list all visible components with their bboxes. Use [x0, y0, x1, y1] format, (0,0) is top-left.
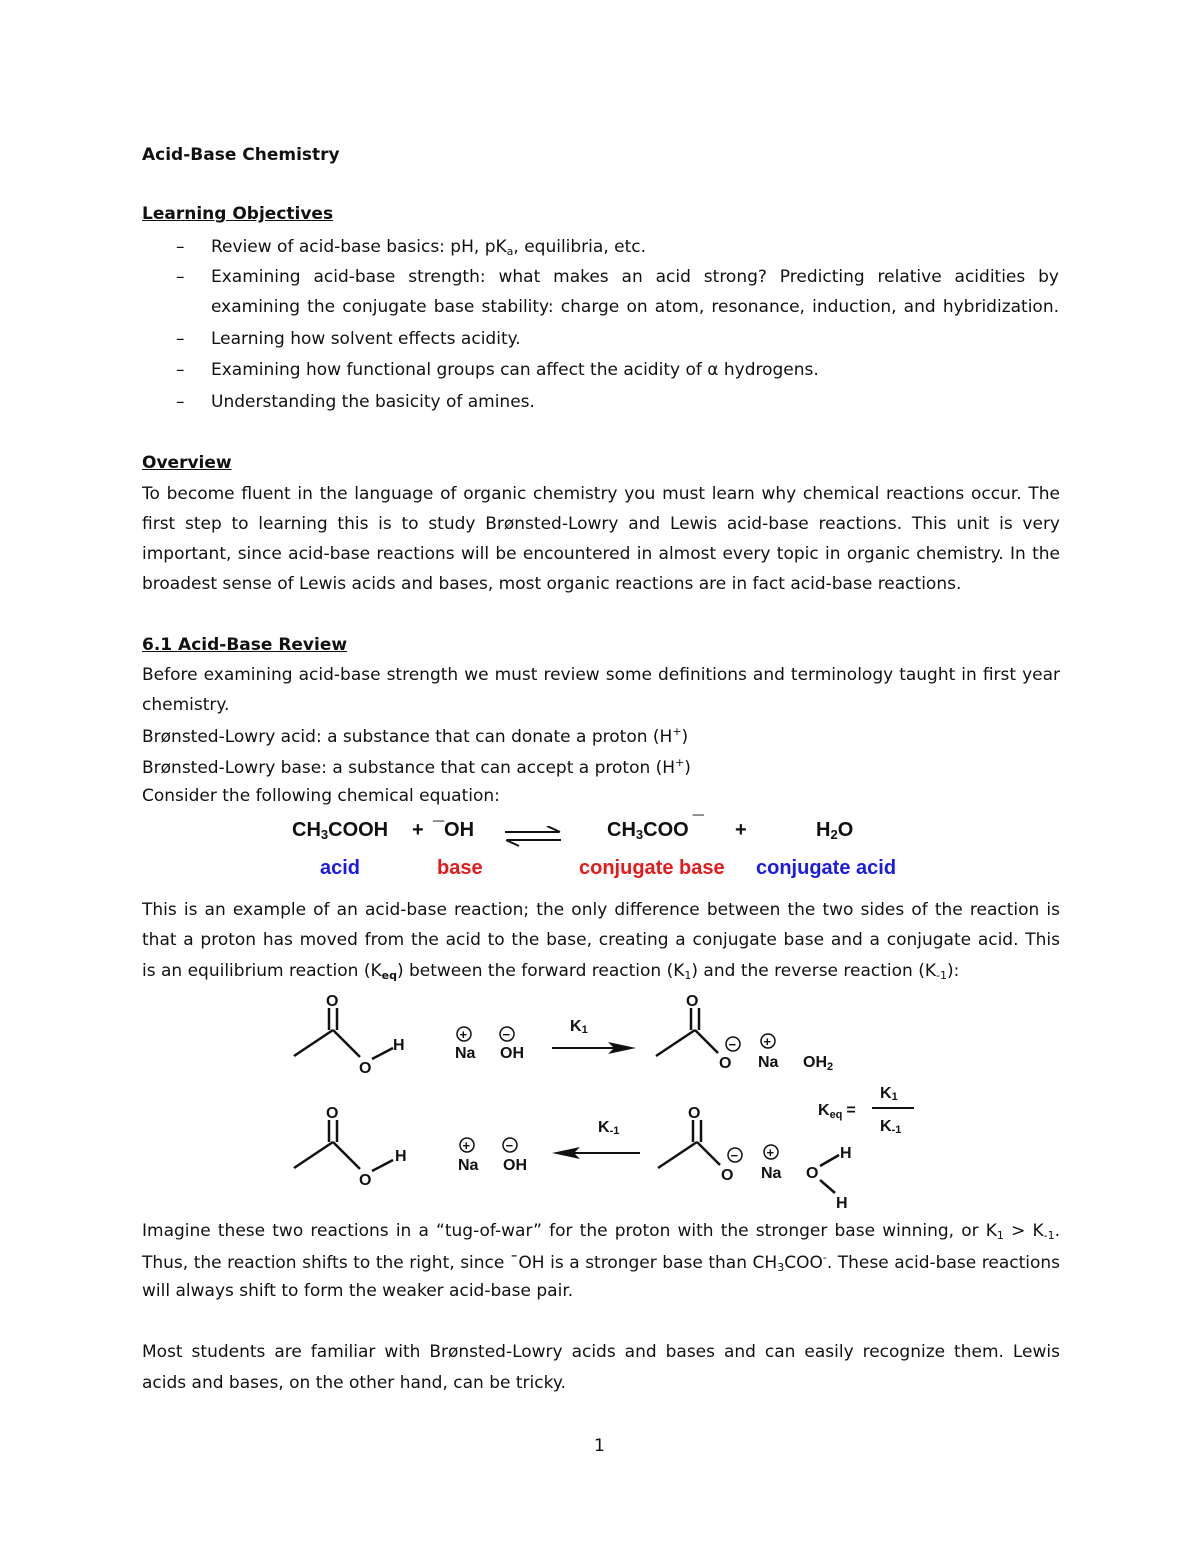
svg-text:+: + — [459, 1027, 468, 1042]
acetate-structure — [658, 1105, 742, 1184]
label-acid: acid — [320, 857, 361, 879]
sodium-water — [761, 1145, 852, 1212]
dash-bullet: – — [176, 360, 185, 380]
objective-text: Learning how solvent effects acidity. — [211, 329, 521, 349]
label-base: base — [437, 857, 483, 879]
section-heading: 6.1 Acid-Base Review — [142, 635, 348, 655]
objective-text: Examining how functional groups can affect the acidity of α hydrogens. — [211, 360, 819, 380]
k-1-label: K-1 — [598, 1119, 620, 1137]
dash-bullet: – — [176, 329, 185, 349]
svg-text:O: O — [326, 1105, 339, 1122]
dash-bullet: – — [176, 237, 185, 257]
svg-text:H: H — [836, 1195, 848, 1212]
objective-text: Understanding the basicity of amines. — [211, 392, 535, 412]
review-line: Before examining acid-base strength we must review some definitions and terminology taught in first year — [142, 665, 1060, 685]
acetic-acid-structure — [294, 993, 405, 1077]
svg-text:+: + — [462, 1138, 471, 1153]
svg-text:Na: Na — [758, 1054, 779, 1071]
acetic-acid-structure — [294, 1105, 407, 1189]
review-line: chemistry. — [142, 695, 230, 715]
svg-text:O: O — [719, 1055, 732, 1072]
base-formula: ¯OH — [433, 819, 475, 841]
keq-expression — [818, 1085, 914, 1136]
tug-line: will always shift to form the weaker acid-base pair. — [142, 1281, 574, 1301]
overview-heading: Overview — [142, 453, 232, 473]
svg-text:H: H — [840, 1145, 852, 1162]
svg-text:+: + — [763, 1034, 772, 1049]
svg-text:O: O — [686, 993, 699, 1010]
sodium-hydroxide — [455, 1027, 524, 1062]
acid-definition: Brønsted-Lowry acid: a substance that can donate a proton (H+) — [142, 725, 689, 747]
objectives-heading: Learning Objectives — [142, 204, 334, 224]
water-oxygen-label: O — [806, 1165, 819, 1182]
base-definition: Brønsted-Lowry base: a substance that can accept a proton (H+) — [142, 756, 691, 778]
tug-line: Thus, the reaction shifts to the right, since ¯OH is a stronger base than $CH_3COO^-$. These acid-base reactions — [142, 1251, 1060, 1274]
objective-text: Review of acid-base basics: pH, $pK_a$, equilibria, etc. — [211, 237, 646, 258]
overview-line: important, since acid-base reactions will be encountered in almost every topic in organic chemistry. In the — [142, 544, 1060, 564]
label-conjugate-base: conjugate base — [579, 857, 725, 879]
acetate-structure — [656, 993, 740, 1072]
svg-text:Keq=: Keq = — [818, 1102, 856, 1121]
plus-sign: + — [735, 819, 747, 841]
svg-text:O: O — [688, 1105, 701, 1122]
overview-line: broadest sense of Lewis acids and bases, most organic reactions are in fact acid-base reactions. — [142, 574, 962, 594]
water-label: OH2 — [803, 1054, 834, 1073]
label-conjugate-acid: conjugate acid — [756, 857, 897, 879]
svg-text:+: + — [766, 1145, 775, 1160]
page-number: 1 — [594, 1436, 605, 1456]
svg-text:−: − — [728, 1037, 737, 1052]
acid-formula: $CH_3COOH$ — [292, 819, 389, 842]
oxygen-label: O — [326, 993, 339, 1010]
k1-label: K1 — [570, 1018, 588, 1036]
dash-bullet: – — [176, 267, 185, 287]
objective-text: Examining acid-base strength: what makes an acid strong? Predicting relative acidities by — [211, 267, 1059, 287]
overview-line: To become fluent in the language of organic chemistry you must learn why chemical reactions occur. The — [142, 484, 1060, 504]
svg-text:K-1: K-1 — [880, 1118, 902, 1136]
hydroxide-label: OH — [500, 1045, 524, 1062]
svg-text:O: O — [359, 1172, 372, 1189]
svg-text:O: O — [721, 1167, 734, 1184]
svg-text:K1: K1 — [880, 1085, 898, 1103]
svg-text:Na: Na — [761, 1165, 782, 1182]
reaction-scheme — [0, 985, 1200, 1215]
svg-text:Na: Na — [458, 1157, 479, 1174]
explanation-line: that a proton has moved from the acid to the base, creating a conjugate base and a conjugate acid. This — [142, 930, 1060, 950]
forward-arrow-icon — [552, 1018, 636, 1054]
svg-text:−: − — [730, 1148, 739, 1163]
sodium-hydroxide — [458, 1138, 527, 1174]
reverse-arrow-icon — [552, 1119, 640, 1159]
lewis-line: Most students are familiar with Brønsted-Lowry acids and bases and can easily recognize them. Lewis — [142, 1342, 1060, 1362]
plus-sign: + — [412, 819, 424, 841]
hydrogen-label: H — [393, 1037, 405, 1054]
oxygen-label: O — [359, 1060, 372, 1077]
svg-text:H: H — [395, 1148, 407, 1165]
sodium-label: Na — [455, 1045, 476, 1062]
conjugate-base-formula: $CH_3COO$ ¯ — [607, 813, 704, 842]
water-formula: $H_2O$ — [816, 819, 854, 842]
equilibrium-arrow-icon — [503, 826, 563, 848]
overview-line: first step to learning this is to study Brønsted-Lowry and Lewis acid-base reactions. This unit is very — [142, 514, 1060, 534]
svg-text:−: − — [502, 1027, 511, 1042]
tug-line: Imagine these two reactions in a “tug-of-war” for the proton with the stronger base winning, or $K_1 > K_{-1}$. — [142, 1221, 1061, 1242]
svg-text:−: − — [505, 1138, 514, 1153]
sodium-water — [758, 1034, 833, 1073]
objective-text: examining the conjugate base stability: charge on atom, resonance, induction, and hybridization. — [211, 297, 1059, 317]
dash-bullet: – — [176, 392, 185, 412]
svg-text:OH: OH — [503, 1157, 527, 1174]
page-title: Acid-Base Chemistry — [142, 145, 340, 165]
review-line: Consider the following chemical equation: — [142, 786, 500, 806]
explanation-line: is an equilibrium reaction $(K_{eq})$ between the forward reaction $(K_1)$ and the reverse reaction $(K_{-1})$: — [142, 961, 960, 982]
lewis-line: acids and bases, on the other hand, can be tricky. — [142, 1373, 566, 1393]
explanation-line: This is an example of an acid-base reaction; the only difference between the two sides of the reaction is — [142, 900, 1060, 920]
